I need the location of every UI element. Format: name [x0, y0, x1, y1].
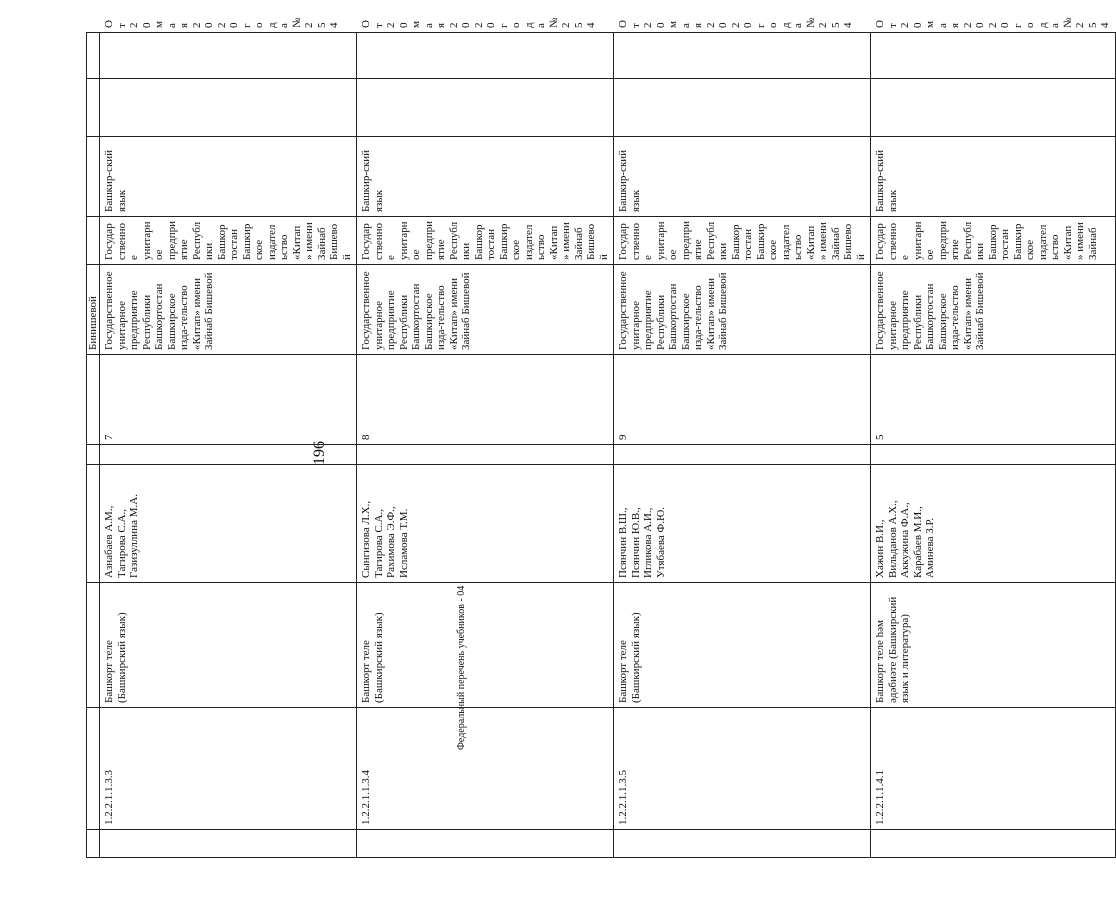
textbook-list-table: [86, 17, 1116, 858]
cell-publisher-org: Государственное унитарное предприятие Республики Башкортостан Башкирское издательство «Китап» имени Зайнаб Бишевой: [100, 217, 357, 265]
cell-language: Башкир-ский язык: [871, 137, 1116, 217]
cell-publisher-org: Государственное унитарное предприятие Республики Башкортостан Башкирское издательство «Китап» имени Зайнаб Бишевой: [614, 217, 871, 265]
cell-title: Башкорт теле (Башкирский язык): [357, 583, 614, 708]
cell-publisher-name: Государственное унитарное предприятие Республики Башкортостан Башкирское изда-тельство «Китап» имени Зайнаб Бишевой: [357, 265, 614, 355]
textbook-list-table-container: [86, 17, 1111, 858]
cell-title: Башкорт теле hәм әдәбиәте (Башкирский язык и литература): [871, 583, 1116, 708]
cell-authors: Хажин В.И., Вильданов А.Х., Аккужина Ф.А., Карабаев М.И., Аминева З.Р.: [871, 465, 1116, 583]
table-row: 1.2.2.1.1.4.1 Башкорт теле hәм әдәбиәте (Башкирский язык и литература) Хажин В.И., Вильданов А.Х., Аккужина Ф.А., Карабаев М.И., Аминева З.Р. 5 Государственное унитарное предприятие Республики Башкортостан Башкирское изда-тельство «Китап» имени Зайнаб Бишевой Государственное унитарное предприятие Республики Башкортостан Башкирское издательство «Китап» имени Зайнаб Башкир-ский язык От 20 мая 2020 года № 254: [871, 33, 1116, 858]
cell-grade: 5: [871, 355, 1116, 445]
footer-text: Федеральный перечень учебников - 04: [456, 585, 467, 750]
cell-empty: [614, 33, 871, 79]
cell-empty: [871, 33, 1116, 79]
cell-title: Башкорт теле (Башкирский язык): [614, 583, 871, 708]
cell-empty: [87, 137, 100, 217]
cell-authors: Азнабаев А.М., Тагирова С.А., Газизуллина М.А.: [100, 465, 357, 583]
cell-publisher-org: Государственное унитарное предприятие Республики Башкортостан Башкирское издательство «Китап» имени Зайнаб: [871, 217, 1116, 265]
cell-title: Башкорт теле (Башкирский язык): [100, 583, 357, 708]
cell-language: Башкир-ский язык: [614, 137, 871, 217]
cell-code: 1.2.2.1.1.4.1: [871, 708, 1116, 830]
cell-empty: [87, 217, 100, 265]
cell-empty: [100, 445, 357, 465]
cell-publisher-tail: Бинишевой: [87, 265, 100, 355]
cell-empty: [871, 79, 1116, 137]
cell-empty: [87, 445, 100, 465]
table-row: 1.2.2.1.1.3.3 Башкорт теле (Башкирский язык) Азнабаев А.М., Тагирова С.А., Газизуллина М.А. 7 Государственное унитарное предприятие Республики Башкортостан Башкирское изда-тельство «Китап» имени Зайнаб Бишевой Государственное унитарное предприятие Республики Башкортостан Башкирское издательство «Китап» имени Зайнаб Бишевой Башкир-ский язык От 20 мая 2020 года № 254: [100, 33, 357, 858]
cell-authors: Сынгизова Л.Х., Тагирова С.А., Рахимова Э.Ф., Исламова Т.М.: [357, 465, 614, 583]
table-row: 1.2.2.1.1.3.4 Башкорт теле (Башкирский язык) Сынгизова Л.Х., Тагирова С.А., Рахимова Э.Ф., Исламова Т.М. 8 Государственное унитарное предприятие Республики Башкортостан Башкирское изда-тельство «Китап» имени Зайнаб Бишевой Государственное унитарное предприятие Республики Башкортостан Башкирское издательство «Китап» имени Зайнаб Бишевой Башкир-ский язык От 20 мая 2020 года № 254: [357, 33, 614, 858]
cell-authors: Псянчин В.Ш., Псянчин Ю.В., Игликова А.И., Утябаева Ф.Ю.: [614, 465, 871, 583]
cell-empty: [357, 79, 614, 137]
cell-empty: [614, 79, 871, 137]
table-top-row: [87, 33, 100, 858]
cell-empty: [100, 79, 357, 137]
cell-code: 1.2.2.1.1.3.4: [357, 708, 614, 830]
cell-empty: [871, 445, 1116, 465]
cell-publisher-name: Государственное унитарное предприятие Республики Башкортостан Башкирское изда-тельство «Китап» имени Зайнаб Бишевой: [871, 265, 1116, 355]
cell-grade: 7: [100, 355, 357, 445]
cell-empty: [87, 830, 100, 858]
cell-empty: [87, 583, 100, 708]
table-row: 1.2.2.1.1.3.5 Башкорт теле (Башкирский язык) Псянчин В.Ш., Псянчин Ю.В., Игликова А.И., Утябаева Ф.Ю. 9 Государственное унитарное предприятие Республики Башкортостан Башкирское изда-тельство «Китап» имени Зайнаб Бишевой Государственное унитарное предприятие Республики Башкортостан Башкирское издательство «Китап» имени Зайнаб Бишевой Башкир-ский язык От 20 мая 2020 года № 254: [614, 33, 871, 858]
cell-empty: [87, 708, 100, 830]
cell-publisher-name: Государственное унитарное предприятие Республики Башкортостан Башкирское изда-тельство «Китап» имени Зайнаб Бишевой: [614, 265, 871, 355]
cell-code: 1.2.2.1.1.3.3: [100, 708, 357, 830]
cell-publisher-org: Государственное унитарное предприятие Республики Башкортостан Башкирское издательство «Китап» имени Зайнаб Бишевой: [357, 217, 614, 265]
cell-empty: [87, 465, 100, 583]
cell-grade: 9: [614, 355, 871, 445]
cell-empty: [357, 445, 614, 465]
cell-empty: [100, 33, 357, 79]
cell-empty: [87, 33, 100, 79]
cell-language: Башкир-ский язык: [357, 137, 614, 217]
cell-grade: 8: [357, 355, 614, 445]
cell-empty: [100, 830, 357, 858]
cell-publisher-name: Государственное унитарное предприятие Республики Башкортостан Башкирское изда-тельство «Китап» имени Зайнаб Бишевой: [100, 265, 357, 355]
cell-empty: [614, 445, 871, 465]
cell-empty: [357, 830, 614, 858]
cell-empty: [871, 830, 1116, 858]
page-number: 196: [311, 441, 328, 465]
cell-empty: [87, 79, 100, 137]
cell-empty: [87, 355, 100, 445]
cell-code: 1.2.2.1.1.3.5: [614, 708, 871, 830]
cell-empty: [614, 830, 871, 858]
cell-empty: [357, 33, 614, 79]
cell-language: Башкир-ский язык: [100, 137, 357, 217]
